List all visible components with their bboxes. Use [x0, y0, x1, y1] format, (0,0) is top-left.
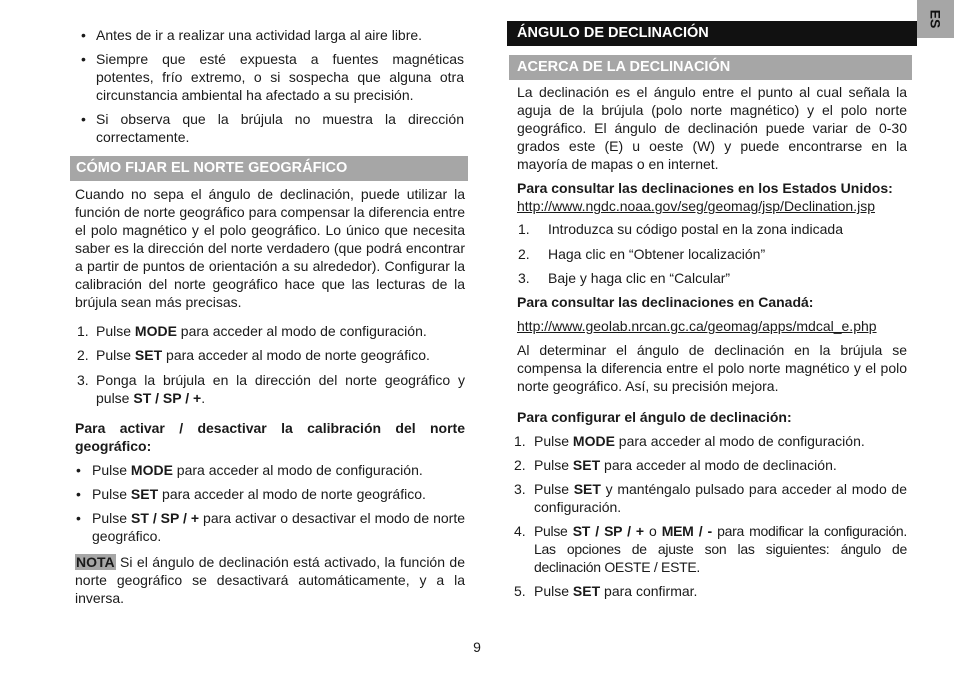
- note-text: Si el ángulo de declinación está activado, la función de norte geográfico se desactivará automáticamente, y a la inversa.: [75, 554, 465, 606]
- step-text: Introduzca su código postal en la zona indicada: [548, 221, 843, 237]
- step-text: Pulse: [96, 323, 135, 339]
- step-number: 3.: [77, 372, 89, 388]
- step-number: 2.: [514, 457, 526, 473]
- step-text: Haga clic en “Obtener localización”: [548, 246, 766, 262]
- step-key: SET: [572, 583, 601, 599]
- step-number: 1.: [514, 433, 526, 449]
- list-item-text: Antes de ir a realizar una actividad larga al aire libre.: [96, 27, 423, 43]
- step-key: SET: [134, 347, 163, 363]
- step-key: SET: [130, 486, 159, 502]
- us-link-block: [517, 197, 912, 215]
- step-text: Pulse: [96, 347, 135, 363]
- step-number: 2.: [518, 246, 530, 262]
- list-item-text: Siempre que esté expuesta a fuentes magnéticas potentes, frío extremo, o si sospecha que alguna otra circunstancia ambiental ha afectado a su precisión.: [96, 51, 464, 103]
- step-text: Ponga la brújula en la dirección del norte geográfico y pulse: [96, 372, 465, 406]
- bullet-dot: •: [76, 510, 81, 526]
- step-item: [517, 220, 907, 238]
- about-paragraph: [517, 83, 907, 173]
- subsection-header: ACERCA DE LA DECLINACIÓN: [509, 55, 912, 80]
- intro-paragraph: [75, 185, 465, 311]
- main-section-header: ÁNGULO DE DECLINACIÓN: [507, 21, 917, 46]
- list-item: [75, 509, 465, 545]
- config-heading: [517, 408, 907, 426]
- step-number: 1.: [518, 221, 530, 237]
- step-number: 3.: [518, 270, 530, 286]
- bullet-dot: •: [76, 486, 81, 502]
- list-item-text: Pulse: [92, 510, 131, 526]
- step-text: para acceder al modo de norte geográfico.: [162, 347, 430, 363]
- step-item: [514, 456, 907, 474]
- step-text: .: [201, 390, 206, 406]
- step-text: y manténgalo pulsado para acceder al modo de configuración.: [534, 481, 907, 515]
- step-key: SET: [572, 457, 601, 473]
- list-item-text: para activar o desactivar el modo de norte geográfico.: [92, 510, 465, 544]
- ca-link-block: [517, 317, 912, 335]
- list-item-text: Pulse: [92, 462, 131, 478]
- config-heading-text: Para configurar el ángulo de declinación:: [517, 409, 792, 425]
- step-item: [514, 522, 907, 576]
- step-key: MODE: [130, 462, 173, 478]
- step-number: 5.: [514, 583, 526, 599]
- step-key: MODE: [572, 433, 615, 449]
- step-number: 3.: [514, 481, 526, 497]
- bullet-dot: •: [81, 111, 86, 127]
- step-item: [517, 269, 907, 287]
- ca-declination-link[interactable]: http://www.geolab.nrcan.gc.ca/geomag/apps/mdcal_e.php: [517, 318, 877, 334]
- step-text: Pulse: [534, 481, 574, 497]
- list-item: [80, 110, 464, 146]
- us-declination-link[interactable]: http://www.ngdc.noaa.gov/seg/geomag/jsp/Declination.jsp: [517, 198, 875, 214]
- bullet-dot: •: [81, 27, 86, 43]
- section-header: CÓMO FIJAR EL NORTE GEOGRÁFICO: [70, 156, 468, 181]
- us-heading: [517, 179, 912, 197]
- list-item: [80, 50, 464, 104]
- step-key: MODE: [134, 323, 177, 339]
- step-item: [514, 432, 907, 450]
- us-heading-text: Para consultar las declinaciones en los Estados Unidos:: [517, 180, 893, 196]
- bullet-dot: •: [81, 51, 86, 67]
- toggle-heading: [75, 419, 465, 455]
- language-tab-label: ES: [927, 9, 944, 29]
- list-item-text: Pulse: [92, 486, 131, 502]
- step-text: Pulse: [534, 583, 573, 599]
- step-number: 1.: [77, 323, 89, 339]
- bullet-dot: •: [76, 462, 81, 478]
- list-item-text: Si observa que la brújula no muestra la dirección correctamente.: [96, 111, 464, 145]
- step-text: Baje y haga clic en “Calcular”: [548, 270, 731, 286]
- step-text: para acceder al modo de declinación.: [600, 457, 837, 473]
- list-item: [75, 461, 465, 479]
- step-text: para acceder al modo de configuración.: [176, 323, 427, 339]
- step-text: Pulse: [534, 457, 573, 473]
- step-key: ST / SP / +: [133, 390, 202, 406]
- list-item: [75, 485, 465, 503]
- step-key: SET: [573, 481, 601, 497]
- step-item: [75, 371, 465, 407]
- step-text: para modificar la configuración. Las opciones de ajuste son las siguientes: ángulo de declinación OESTE / ESTE.: [534, 523, 907, 575]
- step-key: ST / SP / +: [130, 510, 200, 526]
- step-text: para acceder al modo de configuración.: [614, 433, 865, 449]
- step-key: ST / SP / +: [572, 523, 644, 539]
- note-label: NOTA: [76, 554, 115, 570]
- step-number: 4.: [514, 523, 526, 539]
- step-item: [514, 582, 907, 600]
- language-tab: [917, 0, 954, 38]
- compensate-paragraph: [517, 341, 907, 395]
- step-text: para confirmar.: [600, 583, 698, 599]
- ca-heading-text: Para consultar las declinaciones en Canadá:: [517, 294, 814, 310]
- list-item-text: para acceder al modo de configuración.: [172, 462, 423, 478]
- list-item: [80, 26, 464, 44]
- toggle-heading-text: Para activar / desactivar la calibración del norte geográfico:: [75, 420, 465, 454]
- step-item: [75, 322, 465, 340]
- step-number: 2.: [77, 347, 89, 363]
- page-number: 9: [473, 639, 481, 655]
- ca-heading: [517, 293, 912, 311]
- step-item: [514, 480, 907, 516]
- list-item-text: para acceder al modo de norte geográfico.: [158, 486, 426, 502]
- about-text: La declinación es el ángulo entre el punto al cual señala la aguja de la brújula (polo norte magnético) y el polo norte geográfico. El ángulo de declinación puede variar de 0-30 grados este (E) u oeste (W) y puede encontrarse en la mayoría de mapas o en internet.: [517, 84, 907, 172]
- step-text: o: [643, 523, 662, 539]
- step-key: MEM / -: [661, 523, 712, 539]
- intro-text: Cuando no sepa el ángulo de declinación, puede utilizar la función de norte geográfico para compensar la diferencia entre el polo magnético y el polo geográfico. Lo único que necesita saber es la dirección del norte verdadero (que podrá encontrar a partir de puntos de orientación a su alrededor). Configurar la calibración del norte geográfico hace que las lecturas de la brújula sean más precisas.: [75, 186, 465, 310]
- step-text: Pulse: [534, 433, 573, 449]
- step-item: [75, 346, 465, 364]
- step-item: [517, 245, 907, 263]
- note-block: [75, 553, 465, 607]
- step-text: Pulse: [534, 523, 573, 539]
- compensate-text: Al determinar el ángulo de declinación en la brújula se compensa la diferencia entre el polo norte magnético y el polo norte geográfico. Así, su precisión mejora.: [517, 342, 907, 394]
